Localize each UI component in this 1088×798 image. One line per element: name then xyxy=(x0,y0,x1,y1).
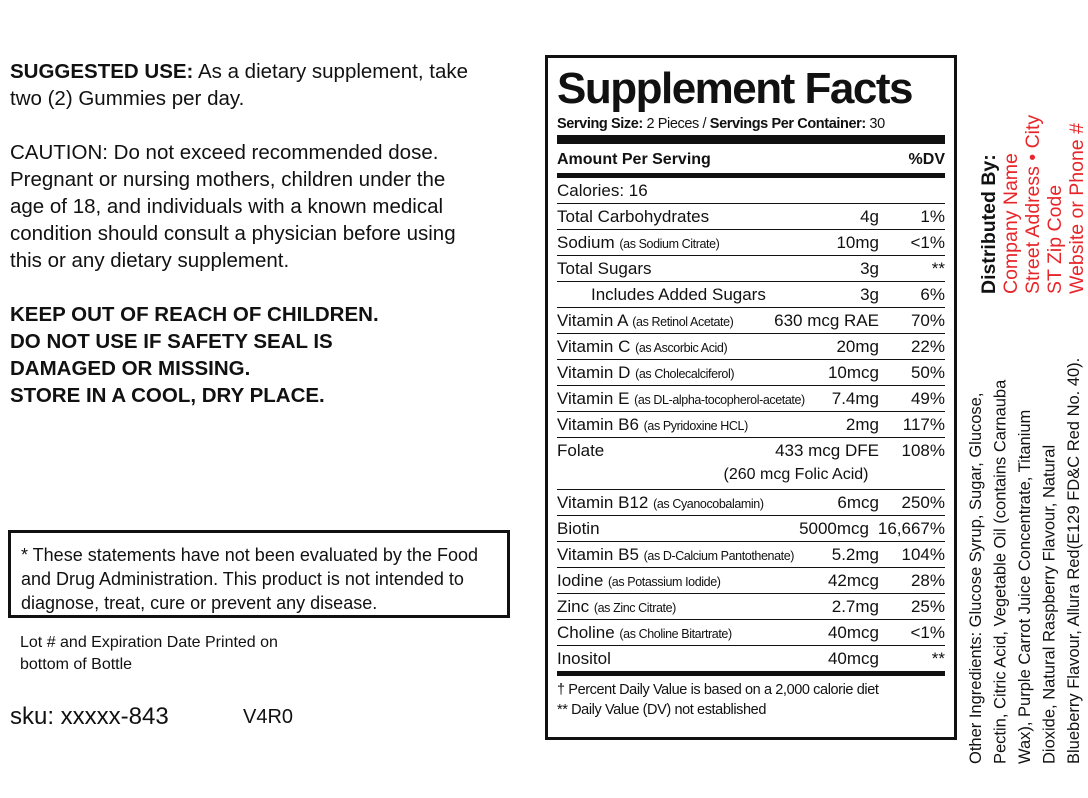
disclaimer-line: diagnose, treat, cure or prevent any disease. xyxy=(21,593,378,613)
nutrient-dv: <1% xyxy=(910,623,945,642)
serving-size-value: 2 Pieces / xyxy=(642,116,710,132)
distributor-block xyxy=(978,84,1088,294)
suggested-use-text-1: As a dietary supplement, take xyxy=(193,60,469,83)
nutrient-dv: 117% xyxy=(902,415,945,434)
nutrient-source: (as Pyridoxine HCL) xyxy=(643,419,748,433)
calories-row xyxy=(557,178,945,204)
nutrient-row xyxy=(557,360,945,386)
servings-label: Servings Per Container: xyxy=(709,116,866,132)
nutrient-row xyxy=(557,516,945,542)
disclaimer-line: and Drug Administration. This product is not intended to xyxy=(21,569,464,589)
suggested-use-label: SUGGESTED USE: xyxy=(10,60,194,83)
nutrient-row xyxy=(557,230,945,256)
nutrient-row xyxy=(557,308,945,334)
nutrient-row xyxy=(557,646,945,676)
lot-expiration-note xyxy=(20,632,350,676)
nutrient-dv: 22% xyxy=(910,337,945,356)
nutrient-name: Total Sugars xyxy=(557,259,652,278)
nutrient-row xyxy=(557,334,945,360)
nutrient-dv: ** xyxy=(931,259,945,278)
suggested-use-text-2: two (2) Gummies per day. xyxy=(10,87,245,110)
caution-text xyxy=(10,139,520,274)
nutrient-amount: 2.7mg xyxy=(831,597,879,616)
nutrient-name: Vitamin B5 xyxy=(557,545,644,564)
nutrient-row xyxy=(557,542,945,568)
ingredient-line: Other Ingredients: Glucose Syrup, Sugar, Glucose, xyxy=(967,392,985,764)
nutrient-name: Iodine xyxy=(557,571,609,590)
nutrient-name: Includes Added Sugars xyxy=(591,285,766,304)
caution-line: condition should consult a physician before using xyxy=(10,222,456,245)
zip-code: ST Zip Code xyxy=(1044,184,1066,294)
nutrient-row xyxy=(557,620,945,646)
nutrient-amount: 42mcg xyxy=(827,571,879,590)
nutrient-name: Choline xyxy=(557,623,620,642)
other-ingredients xyxy=(964,316,1087,764)
servings-value: 30 xyxy=(865,116,885,132)
nutrient-name: Vitamin C xyxy=(557,337,636,356)
nutrient-amount: 10mcg xyxy=(827,363,879,382)
warnings xyxy=(10,301,520,409)
nutrient-name: Vitamin D xyxy=(557,363,636,382)
nutrient-source: (as Retinol Acetate) xyxy=(632,315,734,329)
warning-line: DO NOT USE IF SAFETY SEAL IS xyxy=(10,330,333,353)
nutrient-source: (as Cholecalciferol) xyxy=(635,367,735,381)
serving-size-label: Serving Size: xyxy=(557,116,643,132)
warning-line: STORE IN A COOL, DRY PLACE. xyxy=(10,384,325,407)
lot-line: bottom of Bottle xyxy=(20,656,133,673)
nutrient-amount: 2mg xyxy=(845,415,879,434)
nutrient-name: Vitamin B12 xyxy=(557,493,654,512)
nutrient-row xyxy=(557,594,945,620)
nutrient-amount: 5.2mg xyxy=(831,545,879,564)
nutrient-dv: 104% xyxy=(901,545,945,564)
footnote-not-established: ** Daily Value (DV) not established xyxy=(557,702,766,718)
nutrient-amount: 630 mcg RAE xyxy=(774,311,879,330)
nutrient-name: Total Carbohydrates xyxy=(557,207,710,226)
nutrient-source: (as D-Calcium Pantothenate) xyxy=(643,549,795,563)
nutrient-amount: 10mg xyxy=(836,233,879,252)
nutrient-amount: 4g xyxy=(860,207,879,226)
warning-line: KEEP OUT OF REACH OF CHILDREN. xyxy=(10,303,379,326)
nutrient-dv: 250% xyxy=(901,493,945,512)
nutrient-name: Vitamin B6 xyxy=(557,415,644,434)
nutrient-name: Vitamin E xyxy=(557,389,635,408)
nutrient-amount: 6mcg xyxy=(837,493,879,512)
nutrient-dv: 16,667% xyxy=(877,519,945,538)
nutrient-source: (as Zinc Citrate) xyxy=(593,601,676,615)
ingredient-line: Blueberry Flavour, Allura Red(E129 FD&C Red No. 40). xyxy=(1065,357,1083,764)
disclaimer-line: * These statements have not been evaluated by the Food xyxy=(21,545,478,565)
caution-line: Pregnant or nursing mothers, children under the xyxy=(10,168,446,191)
nutrient-amount: 3g xyxy=(860,259,879,278)
nutrient-amount: 5000mcg xyxy=(799,519,869,538)
street-address: Street Address • City xyxy=(1022,114,1044,294)
supplement-facts-panel xyxy=(545,55,957,740)
nutrient-source: (as Choline Bitartrate) xyxy=(619,627,732,641)
nutrient-amount: 3g xyxy=(860,285,879,304)
nutrient-name: Vitamin A xyxy=(557,311,633,330)
distributor-label: Distributed By: xyxy=(978,154,1000,294)
folate-row xyxy=(557,438,945,490)
footnote-daily-value: † Percent Daily Value is based on a 2,000 calorie diet xyxy=(557,682,879,698)
nutrient-dv: 1% xyxy=(920,207,945,226)
footnotes xyxy=(557,680,945,720)
suggested-use xyxy=(10,58,520,112)
nutrient-source: (as Potassium Iodide) xyxy=(608,575,721,589)
supplement-facts-title: Supplement Facts xyxy=(557,64,912,113)
nutrient-name: Inositol xyxy=(557,649,611,668)
nutrient-source: (as DL-alpha-tocopherol-acetate) xyxy=(634,393,805,407)
nutrient-row xyxy=(557,282,945,308)
nutrient-dv: 49% xyxy=(910,389,945,408)
nutrient-row xyxy=(557,386,945,412)
sku-code: sku: xxxxx-843 xyxy=(10,703,169,730)
nutrient-row xyxy=(557,204,945,230)
nutrient-row xyxy=(557,490,945,516)
nutrient-amount: 433 mcg DFE xyxy=(775,441,879,460)
nutrient-dv: <1% xyxy=(910,233,945,252)
nutrient-row xyxy=(557,568,945,594)
nutrient-source: (as Cyanocobalamin) xyxy=(653,497,764,511)
fda-disclaimer-box xyxy=(8,530,510,618)
amount-per-serving-header xyxy=(557,147,945,178)
serving-info xyxy=(557,114,945,144)
nutrient-source: (as Sodium Citrate) xyxy=(619,237,720,251)
nutrient-row xyxy=(557,412,945,438)
calories: Calories: 16 xyxy=(557,181,648,200)
ingredient-line: Pectin, Citric Acid, Vegetable Oil (contains Carnauba xyxy=(991,379,1010,764)
caution-line: this or any dietary supplement. xyxy=(10,249,290,272)
lot-line: Lot # and Expiration Date Printed on xyxy=(20,634,278,651)
nutrient-amount: 40mcg xyxy=(827,623,879,642)
nutrient-dv: 28% xyxy=(910,571,945,590)
dv-header: %DV xyxy=(908,151,945,168)
nutrient-name: Sodium xyxy=(557,233,620,252)
ingredient-line: Dioxide, Natural Raspberry Flavour, Natural xyxy=(1040,444,1059,764)
nutrient-amount: 7.4mg xyxy=(831,389,879,408)
nutrient-dv: 25% xyxy=(910,597,945,616)
folic-acid-note: (260 mcg Folic Acid) xyxy=(723,466,869,483)
nutrient-amount: 20mg xyxy=(836,337,879,356)
website-phone: Website or Phone # xyxy=(1066,123,1088,294)
nutrient-name: Folate xyxy=(557,441,605,460)
version-code: V4R0 xyxy=(243,706,294,728)
nutrient-row xyxy=(557,256,945,282)
nutrient-dv: 6% xyxy=(920,285,945,304)
nutrient-name: Zinc xyxy=(557,597,594,616)
nutrient-name: Biotin xyxy=(557,519,600,538)
caution-line: CAUTION: Do not exceed recommended dose. xyxy=(10,141,439,164)
nutrient-dv: 108% xyxy=(901,441,945,460)
nutrient-dv: ** xyxy=(931,649,945,668)
company-name: Company Name xyxy=(1000,153,1022,294)
left-column xyxy=(10,58,520,409)
nutrient-dv: 50% xyxy=(910,363,945,382)
nutrient-dv: 70% xyxy=(910,311,945,330)
amount-header: Amount Per Serving xyxy=(557,151,711,168)
ingredient-line: Wax), Purple Carrot Juice Concentrate, Titanium xyxy=(1016,409,1034,764)
caution-line: age of 18, and individuals with a known medical xyxy=(10,195,444,218)
nutrient-amount: 40mcg xyxy=(827,649,879,668)
nutrient-source: (as Ascorbic Acid) xyxy=(635,341,728,355)
warning-line: DAMAGED OR MISSING. xyxy=(10,357,251,380)
